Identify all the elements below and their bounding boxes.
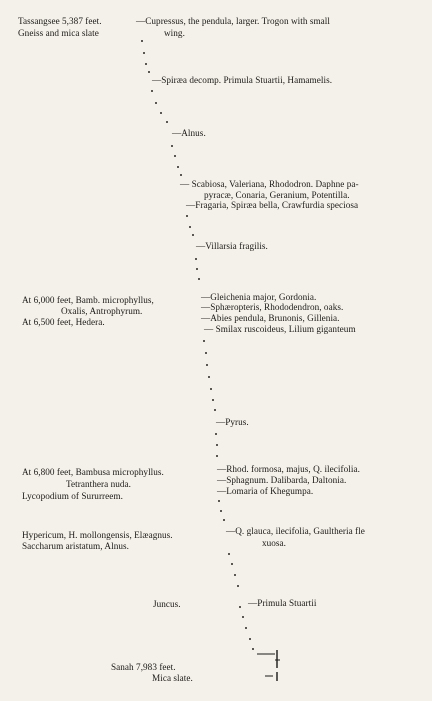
mica-note: Mica slate. (152, 673, 193, 683)
scabiosa-entry-cont: pyracæ, Conaria, Geranium, Potentilla. (204, 190, 350, 200)
profile-dot (242, 616, 244, 618)
profile-dot (245, 627, 247, 629)
profile-dot (145, 63, 147, 65)
rhod-entry: —Rhod. formosa, majus, Q. ilecifolia. (217, 464, 360, 474)
profile-dot (208, 376, 210, 378)
elevation-6500: At 6,500 feet, Hedera. (22, 317, 105, 327)
hypericum-note: Hypericum, H. mollongensis, Elæagnus. (22, 530, 173, 540)
profile-dot (141, 40, 143, 42)
profile-dot (171, 145, 173, 147)
gneiss-note: Gneiss and mica slate (18, 28, 99, 38)
saccharum-note: Saccharum aristatum, Alnus. (22, 541, 129, 551)
sanah-marker-icon (255, 648, 285, 687)
tetranthera-note: Tetranthera nuda. (66, 479, 131, 489)
profile-dot (166, 121, 168, 123)
profile-dot (228, 553, 230, 555)
profile-dot (195, 258, 197, 260)
quercus-entry: —Q. glauca, ilecifolia, Gaultheria fle (226, 526, 365, 536)
profile-dot (214, 409, 216, 411)
profile-dot (206, 364, 208, 366)
profile-dot (252, 648, 254, 650)
cupressus-entry-cont: wing. (164, 28, 185, 38)
profile-dot (220, 510, 222, 512)
primula-entry: —Primula Stuartii (248, 598, 317, 608)
profile-dot (151, 90, 153, 92)
gleichenia-entry: —Gleichenia major, Gordonia. (201, 292, 317, 302)
profile-dot (239, 606, 241, 608)
profile-dot (174, 155, 176, 157)
tassangsee-elevation: Tassangsee 5,387 feet. (18, 16, 102, 26)
profile-dot (231, 563, 233, 565)
profile-dot (212, 399, 214, 401)
profile-dot (155, 102, 157, 104)
sphagnum-entry: —Sphagnum. Dalibarda, Daltonia. (217, 475, 347, 485)
cupressus-entry: —Cupressus, the pendula, larger. Trogon with small (136, 16, 330, 26)
profile-dot (160, 112, 162, 114)
profile-dot (196, 268, 198, 270)
profile-dot (234, 574, 236, 576)
elevation-6000: At 6,000 feet, Bamb. microphyllus, (22, 295, 154, 305)
profile-dot (198, 278, 200, 280)
profile-dot (143, 52, 145, 54)
lycopodium-note: Lycopodium of Sururreem. (22, 491, 123, 501)
profile-dot (177, 166, 179, 168)
profile-dot (215, 433, 217, 435)
spiraea-entry: —Spiræa decomp. Primula Stuartii, Hamamelis. (152, 75, 333, 85)
profile-dot (237, 585, 239, 587)
alnus-entry: —Alnus. (172, 128, 206, 138)
quercus-entry-cont: xuosa. (262, 538, 287, 548)
profile-dot (205, 352, 207, 354)
sphaeropteris-entry: —Sphæropteris, Rhododendron, oaks. (201, 302, 344, 312)
profile-dot (216, 444, 218, 446)
profile-dot (189, 226, 191, 228)
oxalis-note: Oxalis, Antrophyrum. (61, 306, 143, 316)
profile-dot (210, 388, 212, 390)
scabiosa-entry: — Scabiosa, Valeriana, Rhododron. Daphne pa- (180, 179, 359, 189)
profile-dot (223, 519, 225, 521)
profile-dot (203, 340, 205, 342)
profile-dot (249, 638, 251, 640)
smilax-entry: — Smilax ruscoideus, Lilium giganteum (204, 324, 356, 334)
abies-entry: —Abies pendula, Brunonis, Gillenia. (201, 313, 340, 323)
profile-dot (186, 215, 188, 217)
villarsia-entry: —Villarsia fragilis. (196, 241, 268, 251)
profile-dot (180, 174, 182, 176)
lomaria-entry: —Lomaria of Khegumpa. (217, 486, 314, 496)
elevation-6800: At 6,800 feet, Bambusa microphyllus. (22, 467, 164, 477)
profile-dot (216, 455, 218, 457)
profile-dot (192, 234, 194, 236)
juncus-note: Juncus. (153, 599, 181, 609)
sanah-elevation: Sanah 7,983 feet. (111, 662, 176, 672)
profile-dot (148, 71, 150, 73)
fragaria-entry: —Fragaria, Spiræa bella, Crawfurdia speciosa (186, 200, 359, 210)
pyrus-entry: —Pyrus. (216, 417, 249, 427)
profile-dot (218, 500, 220, 502)
